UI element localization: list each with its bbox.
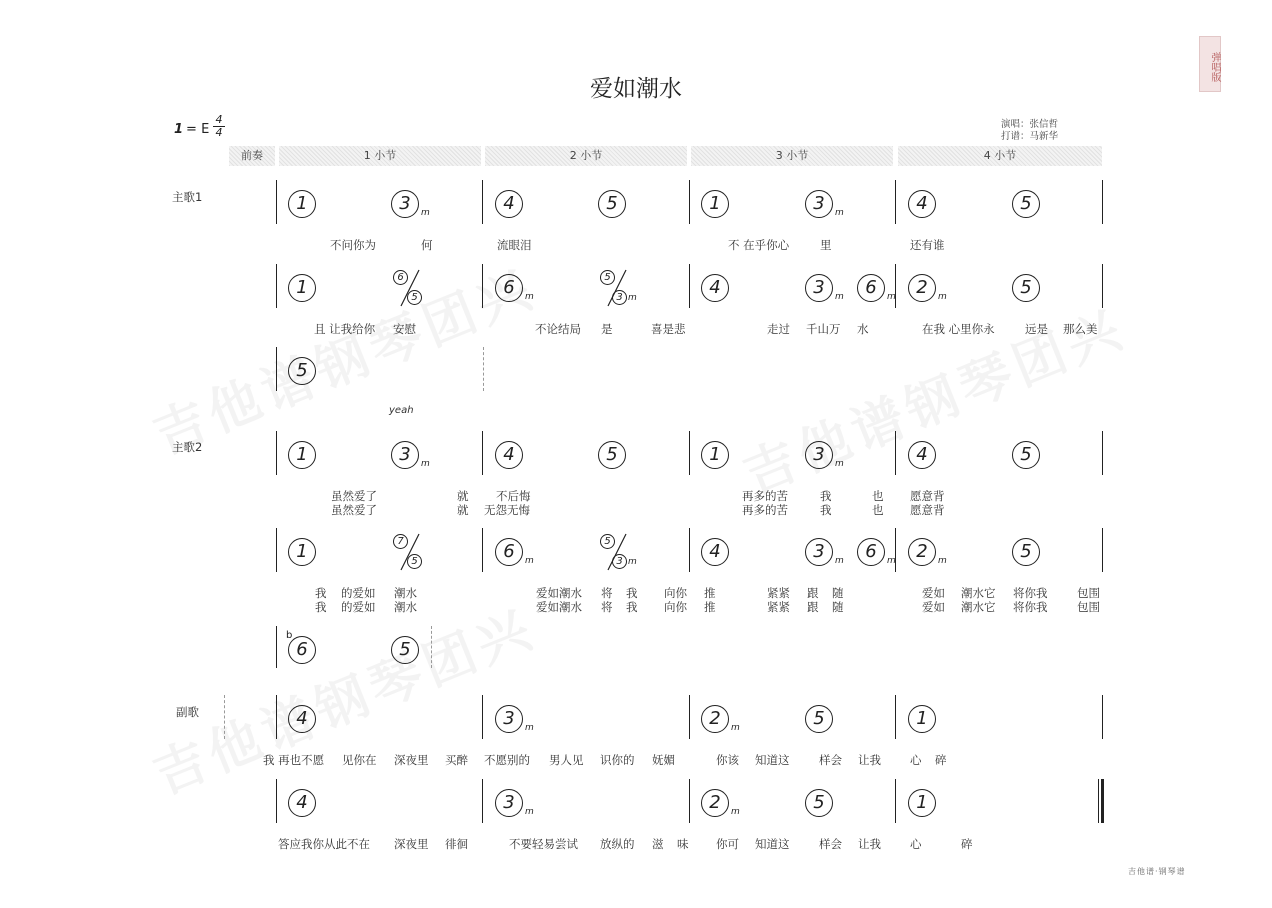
minor-mark: m [525,292,534,302]
minor-mark: m [835,292,844,302]
chord-5: 5 [600,270,615,285]
lyric: 我 [315,600,327,614]
lyric: 你该 [716,753,739,767]
lyric: 在我 心里你永 [922,322,995,336]
chord-2: 2 [701,789,729,817]
lyric: 紧紧 [767,600,790,614]
lyric: 我 [820,503,832,517]
barline [1098,779,1099,823]
lyric: 让我 [858,753,881,767]
header-bar-2: 2 小节 [485,146,687,166]
lyric: 且 让我给你 [314,322,376,336]
barline [895,779,896,823]
chord-4: 4 [495,190,523,218]
lyric: 样会 [819,753,842,767]
barline [482,695,483,739]
lyric: 不 在乎你心 [728,238,790,252]
chord-6: 6 [495,538,523,566]
chord-5: 5 [805,789,833,817]
chord-5: 5 [600,534,615,549]
header-intro: 前奏 [229,146,275,166]
lyric: 不要轻易尝试 [509,837,578,851]
lyric: 潮水它 [961,586,996,600]
chord-5: 5 [598,441,626,469]
barline-dashed [483,347,485,391]
slash-chord-5-over-3 [598,532,638,572]
barline [276,695,277,739]
barline [276,347,277,391]
chord-5: 5 [1012,441,1040,469]
lyric: 不愿别的 [484,753,530,767]
chord-3: 3 [495,789,523,817]
chord-5: 5 [407,290,422,305]
lyric: 不问你为 [330,238,376,252]
lyric: 滋 [652,837,664,851]
chord-2: 2 [701,705,729,733]
lyric: 我 [820,489,832,503]
lyric: 碎 [935,753,947,767]
minor-mark: m [887,292,896,302]
lyric: 见你在 [342,753,377,767]
barline-dashed [224,695,226,739]
barline [895,180,896,224]
minor-mark: m [835,459,844,469]
barline [689,264,690,308]
lyric: 紧紧 [767,586,790,600]
header-bar-1: 1 小节 [279,146,481,166]
chord-6: 6 [857,274,885,302]
chord-6: 6 [495,274,523,302]
barline [689,180,690,224]
chord-1: 1 [288,441,316,469]
lyric: 无怨无悔 [484,503,530,517]
credit-arranger: 打谱：马新华 [1001,131,1059,142]
lyric: 我 [626,586,638,600]
lyric: 里 [820,238,832,252]
key-signature [174,122,209,137]
chord-4: 4 [701,538,729,566]
barline [895,695,896,739]
lyric: 徘徊 [445,837,468,851]
chord-2: 2 [908,274,936,302]
barline [276,431,277,475]
lyric: 千山万 [806,322,841,336]
lyric: 何 [421,238,433,252]
chord-1: 1 [288,190,316,218]
lyric: 深夜里 [394,753,429,767]
slash-chord-5-over-3 [598,268,638,308]
barline [276,626,277,668]
lyric: 深夜里 [394,837,429,851]
watermark [731,287,1136,509]
lyric: 流眼泪 [497,238,532,252]
chord-3: 3 [805,274,833,302]
lyric: 走过 [767,322,790,336]
chord-4: 4 [288,705,316,733]
lyric: 那么美 [1063,322,1098,336]
chord-3: 3 [495,705,523,733]
minor-mark: m [887,556,896,566]
minor-mark: m [628,557,637,567]
minor-mark: m [525,556,534,566]
watermark [141,587,546,809]
header-bar-3: 3 小节 [691,146,893,166]
minor-mark: m [835,208,844,218]
lyric: 爱如 [922,600,945,614]
chord-6: 6 [857,538,885,566]
lyric: 妩媚 [652,753,675,767]
lyric: 远是 [1025,322,1048,336]
chord-5: 5 [288,357,316,385]
chord-4: 4 [495,441,523,469]
lyric: 潮水 [394,586,417,600]
barline [276,779,277,823]
chord-4: 4 [908,441,936,469]
lyric: 买醉 [445,753,468,767]
lyric: 味 [677,837,689,851]
chord-1: 1 [908,789,936,817]
lyric: 不论结局 [535,322,581,336]
chord-1: 1 [701,190,729,218]
credit-singer: 演唱：张信哲 [1001,119,1059,130]
minor-mark: m [731,807,740,817]
lyric: 包围 [1077,586,1100,600]
chord-5: 5 [407,554,422,569]
minor-mark: m [421,208,430,218]
barline-dashed [431,626,433,668]
lyric: 愿意背 [910,503,945,517]
lyric: 放纵的 [600,837,635,851]
lyric: 再多的苦 [742,503,788,517]
lyric: 爱如 [922,586,945,600]
lyric: 是 [601,322,613,336]
barline [276,528,277,572]
barline [689,528,690,572]
barline [482,264,483,308]
minor-mark: m [628,293,637,303]
lyric: 样会 [819,837,842,851]
lyric: 将你我 [1013,600,1048,614]
time-sig-top: 4 [215,113,223,126]
lyric: 潮水 [394,600,417,614]
lyric: 就 [457,503,469,517]
chord-3: 3 [391,441,419,469]
lyric: 推 [704,586,716,600]
minor-mark: m [525,807,534,817]
lyric: 将 [601,586,613,600]
chord-3: 3 [805,538,833,566]
lyric: 潮水它 [961,600,996,614]
chord-7: 7 [393,534,408,549]
lyric: 向你 [664,586,687,600]
lyric: 就 [457,489,469,503]
lyric: 心 [910,837,922,851]
lyric: 我 [315,586,327,600]
section-verse2: 主歌2 [172,440,203,454]
chord-3: 3 [612,554,627,569]
lyric: 答应我你从此不在 [278,837,370,851]
lyric: 让我 [858,837,881,851]
barline [1102,528,1103,572]
lyric: 将 [601,600,613,614]
minor-mark: m [835,556,844,566]
chord-5: 5 [1012,538,1040,566]
chord-3: 3 [612,290,627,305]
lyric: 随 [832,600,844,614]
lyric: 你可 [716,837,739,851]
minor-mark: m [525,723,534,733]
lyric: 的爱如 [341,600,376,614]
chord-7: 6 [393,270,408,285]
lyric: 还有谁 [910,238,945,252]
lyric: 包围 [1077,600,1100,614]
header-bar-4: 4 小节 [898,146,1102,166]
lyric: 再多的苦 [742,489,788,503]
lyric: 知道这 [755,753,790,767]
chord-3: 3 [805,190,833,218]
lyric: 心 [910,753,922,767]
lyric: 愿意背 [910,489,945,503]
chord-5: 5 [598,190,626,218]
minor-mark: m [421,459,430,469]
lyric: 将你我 [1013,586,1048,600]
key-text: = E [186,122,210,137]
lyric: 推 [704,600,716,614]
chord-4: 4 [908,190,936,218]
chord-2: 2 [908,538,936,566]
barline [689,431,690,475]
lyric: 我 [626,600,638,614]
barline [482,180,483,224]
lyric: 的爱如 [341,586,376,600]
final-barline [1101,779,1104,823]
lyric: 水 [857,322,869,336]
edition-seal: 弹唱版 [1199,36,1221,92]
barline [276,264,277,308]
chord-5: 5 [1012,274,1040,302]
lyric: yeah [389,405,414,416]
lyric: 不后悔 [496,489,531,503]
chord-5: 5 [805,705,833,733]
key-number: 1 [174,122,184,137]
chord-6: 6 [288,636,316,664]
chord-3: 3 [805,441,833,469]
chord-1: 1 [908,705,936,733]
minor-mark: m [731,723,740,733]
barline [1102,264,1103,308]
section-verse1: 主歌1 [172,190,203,204]
barline [1102,695,1103,739]
chord-1: 1 [288,538,316,566]
barline [276,180,277,224]
chord-4: 4 [288,789,316,817]
lyric: 向你 [664,600,687,614]
chord-4: 4 [701,274,729,302]
slash-chord-7-over-5 [391,268,431,308]
lyric: 喜是悲 [651,322,686,336]
footer-mark: 吉他谱·钢琴谱 [1128,867,1186,876]
time-signature [213,114,225,139]
chord-5: 5 [1012,190,1040,218]
lyric: 也 [872,503,884,517]
section-chorus: 副歌 [176,705,199,719]
barline [482,779,483,823]
lyric: 随 [832,586,844,600]
flat-sign: b [286,630,293,641]
chord-1: 1 [288,274,316,302]
song-title: 爱如潮水 [590,76,682,102]
lyric: 虽然爱了 [331,489,377,503]
lyric: 识你的 [600,753,635,767]
slash-chord-7-over-5 [391,532,431,572]
chord-5: 5 [391,636,419,664]
lyric: 安慰 [393,322,416,336]
barline [1102,180,1103,224]
lyric: 男人见 [549,753,584,767]
time-sig-bottom: 4 [213,126,225,139]
lyric: 我 再也不愿 [263,753,325,767]
minor-mark: m [938,292,947,302]
lyric: 虽然爱了 [331,503,377,517]
barline [482,528,483,572]
lyric: 也 [872,489,884,503]
barline [689,695,690,739]
barline [689,779,690,823]
lyric: 跟 [807,586,819,600]
lyric: 爱如潮水 [536,586,582,600]
lyric: 跟 [807,600,819,614]
barline [1102,431,1103,475]
barline [895,431,896,475]
minor-mark: m [938,556,947,566]
barline [482,431,483,475]
lyric: 爱如潮水 [536,600,582,614]
chord-1: 1 [701,441,729,469]
lyric: 知道这 [755,837,790,851]
chord-3: 3 [391,190,419,218]
lyric: 碎 [961,837,973,851]
